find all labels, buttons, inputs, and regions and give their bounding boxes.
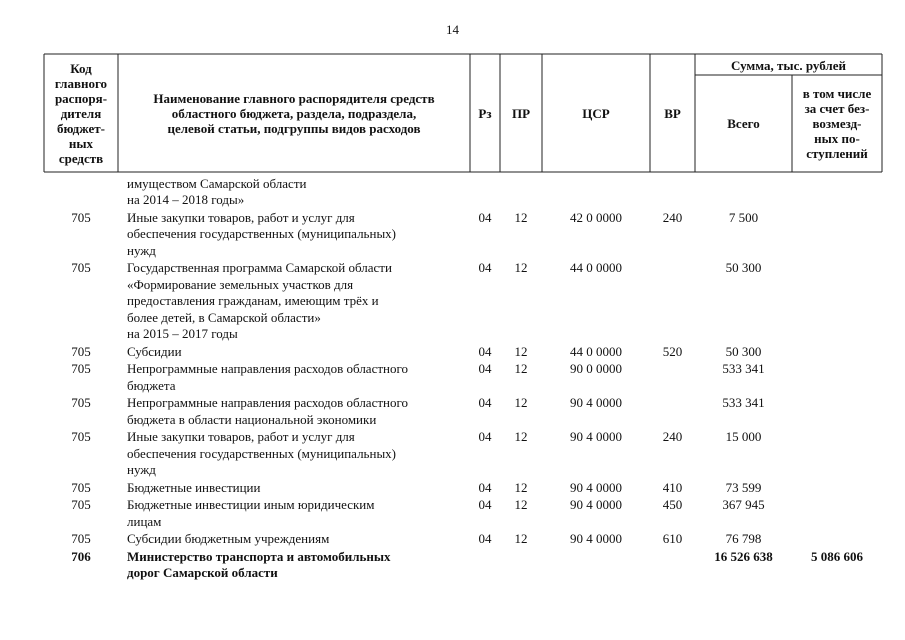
row-rz: 04 [478,497,492,513]
row-rz: 04 [478,429,492,445]
row-pr: 12 [514,260,528,276]
row-name-line: Государственная программа Самарской области [127,260,392,276]
row-code: 705 [71,531,91,547]
hdr-code-line: средств [58,150,104,166]
row-name-line: более детей, в Самарской области» [127,309,321,325]
row-code: 705 [71,210,91,225]
row-name-line: лицам [127,513,162,529]
row-code: 705 [71,479,91,495]
hdr-incl-line: в том числе [802,86,872,101]
row-pr: 12 [514,210,528,225]
row-code: 705 [71,497,91,513]
row-csr: 44 0 0000 [570,260,622,276]
row-pr: 12 [514,497,528,513]
row-total: 16 526 638 [714,548,773,564]
hdr-name-line: областного бюджета, раздела, подраздела, [171,105,417,121]
row-name [127,176,467,209]
row-csr: 90 4 0000 [570,531,622,547]
row-vr: 240 [662,429,683,445]
row-name [127,497,467,530]
header-vr: ВР [664,105,681,121]
row-csr: 90 4 0000 [570,429,622,445]
row-vr: 450 [662,497,683,513]
row-name-line: на 2014 – 2018 годы» [127,192,245,208]
row-name-line: дорог Самарской области [127,565,278,581]
hdr-code-line: дителя [60,105,102,121]
row-pr: 12 [514,343,528,359]
row-rz: 04 [478,260,492,276]
row-name-line: Министерство транспорта и автомобильных [127,548,391,564]
header-incl [792,76,882,171]
row-rz: 04 [478,531,492,547]
row-name-line: на 2015 – 2017 годы [127,325,238,341]
hdr-code-line: Код [70,60,92,76]
row-pr: 12 [514,479,528,495]
header-sum: Сумма, тыс. рублей [731,57,846,73]
header-code [44,55,118,171]
row-vr: 520 [662,343,683,359]
row-vr: 240 [662,210,683,225]
hdr-name-line: Наименование главного распорядителя средств [153,90,435,106]
row-code: 706 [71,548,91,564]
row-name [127,531,467,547]
row-rz: 04 [478,361,492,377]
row-name-line: Бюджетные инвестиции иным юридическим [127,497,375,513]
hdr-code-line: бюджет- [56,120,105,136]
row-name-line: Иные закупки товаров, работ и услуг для [127,429,355,445]
hdr-incl-line: возмезд- [812,116,862,131]
row-pr: 12 [514,531,528,547]
row-pr: 12 [514,395,528,411]
row-name-line: бюджета [127,377,176,393]
hdr-incl-line: ных по- [814,131,860,146]
row-total: 7 500 [728,210,759,225]
hdr-code-line: главного [54,75,108,91]
row-total: 73 599 [725,479,762,495]
header-csr: ЦСР [582,105,610,121]
header-total: Всего [727,116,760,131]
hdr-code-line: ных [68,135,94,151]
hdr-name-line: целевой статьи, подгруппы видов расходов [167,120,421,136]
row-name [127,361,467,394]
row-total: 50 300 [725,343,762,359]
row-name [127,210,467,259]
row-name-line: Непрограммные направления расходов областного [127,395,408,411]
row-name-line: Бюджетные инвестиции [127,479,261,495]
row-pr: 12 [514,429,528,445]
hdr-incl-line: ступлений [806,146,868,161]
row-total: 533 341 [722,361,765,377]
row-total: 50 300 [725,260,762,276]
row-name-line: нужд [127,461,156,477]
row-csr: 42 0 0000 [570,210,622,225]
row-pr: 12 [514,361,528,377]
row-name [127,344,467,360]
row-name [127,429,467,478]
row-rz: 04 [478,479,492,495]
row-name-line: предоставления гражданам, имеющим трёх и [127,293,379,309]
row-name [127,480,467,496]
row-total: 367 945 [722,497,765,513]
page-number: 14 [446,22,459,37]
row-name-line: бюджета в области национальной экономики [127,411,377,427]
row-rz: 04 [478,343,492,359]
row-name [127,260,467,342]
row-name-line: Иные закупки товаров, работ и услуг для [127,210,355,225]
row-csr: 90 4 0000 [570,479,622,495]
row-total: 76 798 [725,531,762,547]
row-incl: 5 086 606 [811,548,863,564]
header-name [118,55,470,171]
row-csr: 90 4 0000 [570,395,622,411]
row-name-line: Субсидии [127,343,182,359]
row-rz: 04 [478,395,492,411]
row-name [127,549,467,582]
row-name-line: Субсидии бюджетным учреждениям [127,531,330,547]
row-name [127,395,467,428]
row-total: 15 000 [725,429,762,445]
row-name-line: «Формирование земельных участков для [127,276,354,292]
row-csr: 90 4 0000 [570,497,622,513]
header-pr: ПР [511,105,531,121]
row-code: 705 [71,343,91,359]
row-code: 705 [71,395,91,411]
hdr-code-line: распоря- [54,90,108,106]
row-name-line: нужд [127,242,156,258]
row-csr: 44 0 0000 [570,343,622,359]
row-name-line: Непрограммные направления расходов областного [127,361,408,377]
row-name-line: обеспечения государственных (муниципальных) [127,226,397,242]
row-rz: 04 [478,210,492,225]
row-total: 533 341 [722,395,765,411]
row-csr: 90 0 0000 [570,361,622,377]
row-code: 705 [71,429,91,445]
row-name-line: имуществом Самарской области [127,176,307,191]
row-code: 705 [71,260,91,276]
row-vr: 410 [662,479,683,495]
hdr-incl-line: за счет без- [804,101,870,116]
row-name-line: обеспечения государственных (муниципальных) [127,445,397,461]
row-code: 705 [71,361,91,377]
row-vr: 610 [662,531,683,547]
header-rz: Рз [478,105,492,121]
